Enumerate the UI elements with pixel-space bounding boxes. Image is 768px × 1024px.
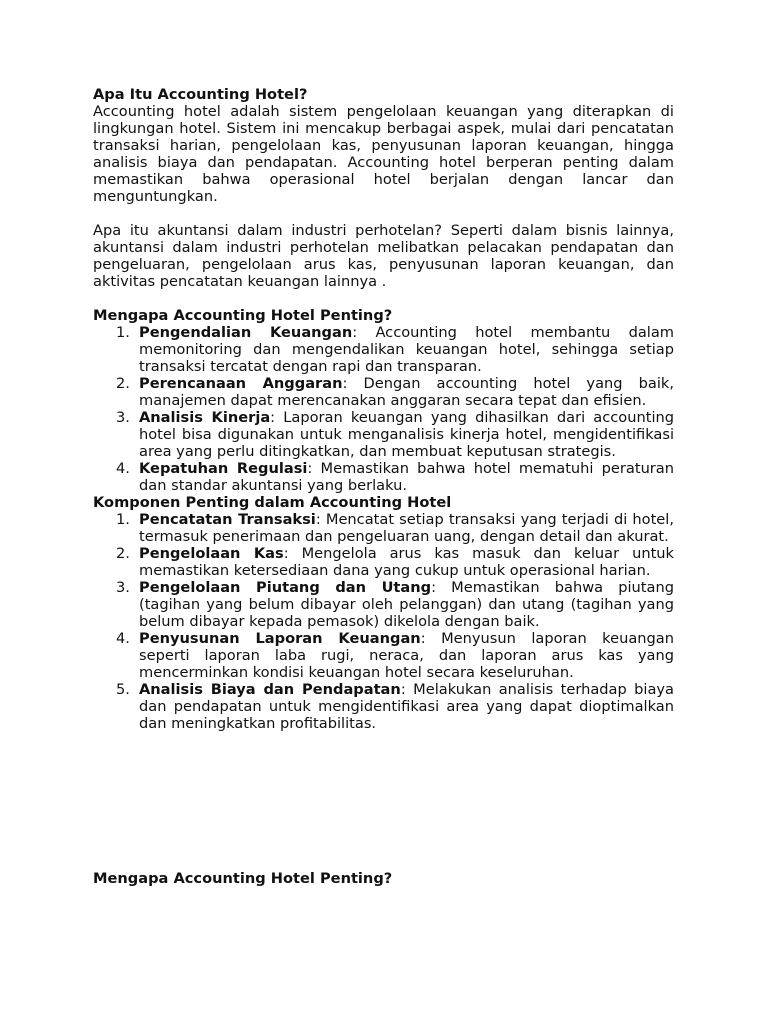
list-item-desc: : Memastikan bahwa hotel mematuhi peraturan dan standar akuntansi yang berlaku. (139, 460, 675, 494)
list-item (93, 579, 674, 630)
list-importance (93, 324, 674, 494)
list-components (93, 511, 674, 732)
list-number: 1. (116, 511, 130, 528)
list-number: 2. (116, 375, 130, 392)
list-item-desc: : Mencatat setiap transaksi yang terjadi di hotel, termasuk penerimaan dan pengeluaran uang, dengan detail dan akurat. (139, 511, 674, 545)
list-item (93, 545, 674, 579)
list-item-desc: : Laporan keuangan yang dihasilkan dari accounting hotel bisa digunakan untuk menganalisis kinerja hotel, mengidentifikasi area yang perlu ditingkatkan, dan membuat keputusan strategis. (139, 409, 675, 460)
list-item-desc: : Accounting hotel membantu dalam memonitoring dan mengendalikan keuangan hotel, sehingga setiap transaksi tercatat dengan rapi dan transparan. (139, 324, 674, 375)
paragraph-industry: Apa itu akuntansi dalam industri perhotelan? Seperti dalam bisnis lainnya, akuntansi dalam industri perhotelan melibatkan pelacakan pendapatan dan pengeluaran, pengelolaan arus kas, penyusunan laporan keuangan, dan aktivitas pencatatan keuangan lainnya . (93, 222, 674, 290)
list-item-term: Analisis Biaya dan Pendapatan (139, 681, 401, 698)
list-item-term: Analisis Kinerja (139, 409, 271, 426)
heading-komponen: Komponen Penting dalam Accounting Hotel (93, 494, 452, 511)
list-item-desc: : Mengelola arus kas masuk dan keluar untuk memastikan ketersediaan dana yang cukup untuk operasional harian. (139, 545, 674, 579)
list-item-desc: : Melakukan analisis terhadap biaya dan pendapatan untuk mengidentifikasi area yang dapat dioptimalkan dan meningkatkan profitabilitas. (139, 681, 674, 732)
list-item (93, 511, 674, 545)
heading-mengapa-penting: Mengapa Accounting Hotel Penting? (93, 307, 393, 324)
list-number: 4. (116, 630, 130, 647)
list-item-term: Pengelolaan Piutang dan Utang (139, 579, 432, 596)
list-item-desc: : Memastikan bahwa piutang (tagihan yang belum dibayar oleh pelanggan) dan utang (tagihan yang belum dibayar kepada pemasok) dikelola dengan baik. (139, 579, 674, 630)
list-item (93, 409, 674, 460)
paragraph-definition: Accounting hotel adalah sistem pengelolaan keuangan yang diterapkan di lingkungan hotel. Sistem ini mencakup berbagai aspek, mulai dari pencatatan transaksi harian, pengelolaan kas, penyusunan laporan keuangan, hingga analisis biaya dan pendapatan. Accounting hotel berperan penting dalam memastikan bahwa operasional hotel berjalan dengan lancar dan menguntungkan. (93, 103, 674, 205)
document-page (93, 86, 674, 732)
list-item (93, 681, 674, 732)
list-number: 2. (116, 545, 130, 562)
list-item (93, 375, 674, 409)
list-number: 1. (116, 324, 130, 341)
list-number: 4. (116, 460, 130, 477)
list-item (93, 630, 674, 681)
heading-mengapa-penting-repeat: Mengapa Accounting Hotel Penting? (93, 870, 393, 887)
list-number: 3. (116, 579, 130, 596)
list-item (93, 324, 674, 375)
list-item (93, 460, 674, 494)
list-number: 5. (116, 681, 130, 698)
list-item-term: Pencatatan Transaksi (139, 511, 316, 528)
list-item-term: Perencanaan Anggaran (139, 375, 343, 392)
list-item-term: Pengendalian Keuangan (139, 324, 353, 341)
list-item-desc: : Menyusun laporan keuangan seperti laporan laba rugi, neraca, dan laporan arus kas yang mencerminkan kondisi keuangan hotel secara keseluruhan. (139, 630, 674, 681)
list-item-term: Pengelolaan Kas (139, 545, 284, 562)
heading-apa-itu: Apa Itu Accounting Hotel? (93, 86, 308, 103)
list-item-term: Penyusunan Laporan Keuangan (139, 630, 421, 647)
list-item-term: Kepatuhan Regulasi (139, 460, 308, 477)
list-number: 3. (116, 409, 130, 426)
list-item-desc: : Dengan accounting hotel yang baik, manajemen dapat merencanakan anggaran secara tepat dan efisien. (139, 375, 674, 409)
